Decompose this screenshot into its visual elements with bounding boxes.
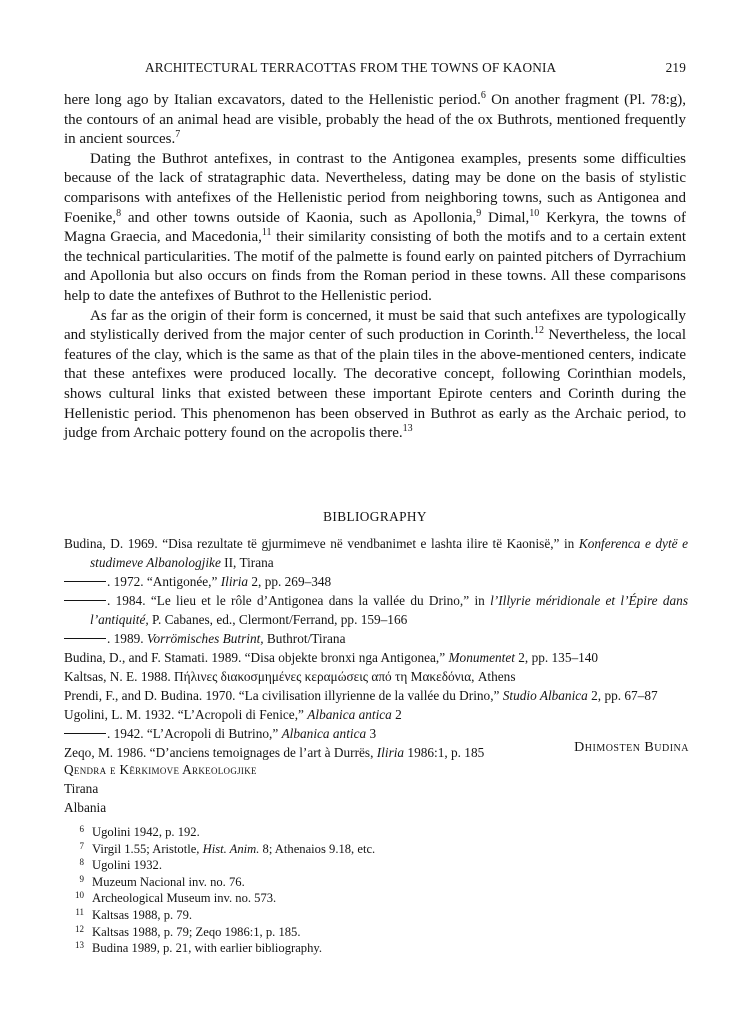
text-run: On another fragment (Pl. 78:g), the contours of an animal head are visible, probably the head of the ox Buthrots, mentioned frequently in ancient sources.: [64, 92, 686, 148]
bib-text: . 1984. “Le lieu et le rôle d’Antigonea dans la vallée du Drino,” in: [107, 593, 491, 608]
footnote-ref-9[interactable]: 9: [476, 207, 482, 219]
footnote-ref-6[interactable]: 6: [480, 90, 486, 101]
city: Tirana: [64, 781, 99, 796]
footnote-text: Muzeum Nacional inv. no. 76.: [92, 874, 245, 889]
footnote: [64, 874, 624, 891]
footnote-number: 6: [79, 824, 84, 834]
text-run: Kerkyra, the towns of Magna Graecia, and Macedonia,: [64, 209, 686, 246]
bib-text: Zeqo, M. 1986. “D’anciens temoignages de l’art à Durrës,: [64, 745, 377, 760]
footnote: [64, 924, 624, 941]
bib-text: . 1972. “Antigonée,”: [107, 574, 221, 589]
footnote-text: Ugolini 1942, p. 192.: [92, 825, 200, 839]
footnote-text: Archeological Museum inv. no. 573.: [92, 891, 277, 906]
bib-text: . 1989.: [107, 631, 147, 646]
text-run: Nevertheless, the local features of the clay, which is the same as that of the plain tiles in the above-mentioned centers, indicate that these antefixes were produced locally. The decorative concept, following Corinthian models, shows cultural links that existed between these important Epirote centers and Corinth during the Hellenistic period. This phenomenon has been observed in Buthrot as early as the Archaic period, to judge from Archaic pottery found on the acropolis there.: [64, 327, 686, 442]
footnote-text: 8; Athenaios 9.18, etc.: [259, 841, 376, 856]
footnote-text: Virgil 1.55; Aristotle,: [92, 841, 203, 856]
bib-entry: [64, 648, 688, 667]
footnote-ref-13[interactable]: 13: [402, 423, 413, 435]
paragraph-1: [64, 91, 686, 150]
footnote-number: 10: [75, 890, 84, 901]
bib-text: Ugolini, L. M. 1932. “L’Acropoli di Fenice,”: [64, 707, 308, 722]
paragraph-2: [64, 150, 686, 307]
bib-text: II, Tirana: [220, 555, 274, 570]
bib-title: Iliria: [220, 574, 249, 589]
footnote-number: 7: [79, 840, 84, 851]
bib-text: . 1942. “L’Acropoli di Butrino,”: [107, 726, 282, 741]
text-run: and other towns outside of Kaonia, such as Apollonia,: [121, 209, 477, 226]
footnote-number: 13: [75, 940, 84, 951]
text-run: Dimal,: [481, 209, 530, 226]
text-run: here long ago by Italian excavators, dated to the Hellenistic period.: [64, 92, 481, 108]
bib-text: Prendi, F., and D. Budina. 1970. “La civilisation illyrienne de la vallée du Drino,”: [64, 688, 503, 703]
bib-title: Iliria: [376, 745, 405, 760]
body-text: [64, 91, 686, 444]
bib-text: 3: [366, 726, 377, 741]
ditto-dash: [64, 638, 106, 639]
bib-entry: [64, 534, 688, 572]
footnote-ref-7[interactable]: 7: [175, 129, 181, 141]
footnote-text: Kaltsas 1988, p. 79; Zeqo 1986:1, p. 185.: [92, 924, 301, 939]
bibliography-heading: BIBLIOGRAPHY: [323, 509, 427, 524]
ditto-dash: [64, 733, 106, 734]
ditto-dash: [64, 600, 106, 601]
footnote: [64, 857, 624, 874]
footnotes: [64, 824, 624, 957]
ditto-dash: [64, 581, 106, 582]
footnote-number: 8: [79, 857, 84, 868]
footnote-ref-10[interactable]: 10: [529, 207, 540, 219]
running-title: ARCHITECTURAL TERRACOTTAS FROM THE TOWNS OF KAONIA: [145, 60, 557, 75]
bib-text: Buthrot/Tirana: [263, 631, 346, 646]
bib-title: Albanica antica: [307, 707, 392, 722]
page-number: 219: [665, 60, 686, 75]
bibliography-list: [64, 534, 688, 762]
bib-text: 2, pp. 135–140: [514, 650, 599, 665]
bib-text: Kaltsas, N. E. 1988. Πήλινες διακοσμημένες κεραμώσεις από τη Μακεδόνια, Athens: [64, 669, 516, 684]
bib-entry: [64, 686, 688, 705]
footnote-ref-11[interactable]: 11: [261, 227, 272, 239]
text-run: Dating the Buthrot antefixes, in contrast to the Antigonea examples, presents some difficulties because of the lack of stratagraphic data. Nevertheless, dating may be done on the basis of stylistic comparisons with antefixes of the Hellenistic period from neighboring towns, such as Antigonea and Foenike,: [64, 150, 686, 226]
paragraph-3: [64, 307, 686, 444]
footnote-number: 12: [75, 923, 84, 934]
footnote: [64, 890, 624, 907]
footnote-ref-8[interactable]: 8: [116, 207, 122, 219]
bib-entry: [64, 667, 688, 686]
bib-title: Vorrömisches Butrint,: [146, 631, 264, 646]
footnote: [64, 841, 624, 858]
text-run: their similarity consisting of both the motifs and to a certain extent the technical particularities. The motif of the palmette is found early on painted pitchers of Dyrrachium and Apollonia but also occurs on finds from the Roman period in these towns. All these comparisons help to date the antefixes of Buthrot to the Hellenistic period.: [64, 229, 687, 304]
footnote-number: 11: [75, 906, 84, 917]
bib-title: Albanica antica: [281, 726, 367, 741]
footnote-text: Budina 1989, p. 21, with earlier bibliography.: [92, 941, 323, 956]
bib-entry: [64, 705, 688, 724]
bib-entry: [64, 629, 688, 648]
bib-text: 2, pp. 269–348: [248, 574, 332, 589]
text-run: As far as the origin of their form is concerned, it must be said that such antefixes are typologically and stylistically derived from the major center of such production in Corinth.: [64, 307, 686, 344]
bib-text: 2, pp. 67–87: [587, 688, 658, 703]
bib-entry: [64, 572, 688, 591]
bib-text: Budina, D. 1969. “Disa rezultate të gjurmimeve në vendbanimet e lashta ilire të Kaonisë,” in: [64, 536, 579, 551]
bib-text: 1986:1, p. 185: [404, 745, 485, 760]
bib-title: Studio Albanica: [502, 688, 588, 703]
bib-title: Konferenca e dytë e studimeve Albanologjike: [90, 536, 688, 570]
author-signature: Dhimosten Budina: [574, 740, 689, 755]
footnote-number: 9: [79, 873, 84, 884]
bib-text: 2: [391, 707, 402, 722]
footnote-text: Ugolini 1932.: [92, 858, 162, 873]
footnote-italic: Hist. Anim.: [202, 841, 260, 856]
bib-title: Monumentet: [448, 650, 515, 665]
footnote-text: Kaltsas 1988, p. 79.: [92, 907, 193, 922]
author-address: [64, 760, 257, 817]
footnote-ref-12[interactable]: 12: [533, 325, 544, 337]
bib-text: Budina, D., and F. Stamati. 1989. “Disa objekte bronxi nga Antigonea,”: [64, 650, 449, 665]
bib-title: l’Illyrie méridionale et l’Épire dans l’antiquité,: [90, 593, 688, 627]
bib-entry: [64, 591, 688, 629]
institution: Qendra e Kërkimove Arkeologjike: [64, 762, 257, 777]
footnote: [64, 940, 624, 957]
footnote: [64, 907, 624, 924]
bib-text: P. Cabanes, ed., Clermont/Ferrand, pp. 159–166: [148, 612, 408, 627]
country: Albania: [64, 800, 107, 815]
footnote: [64, 824, 624, 841]
